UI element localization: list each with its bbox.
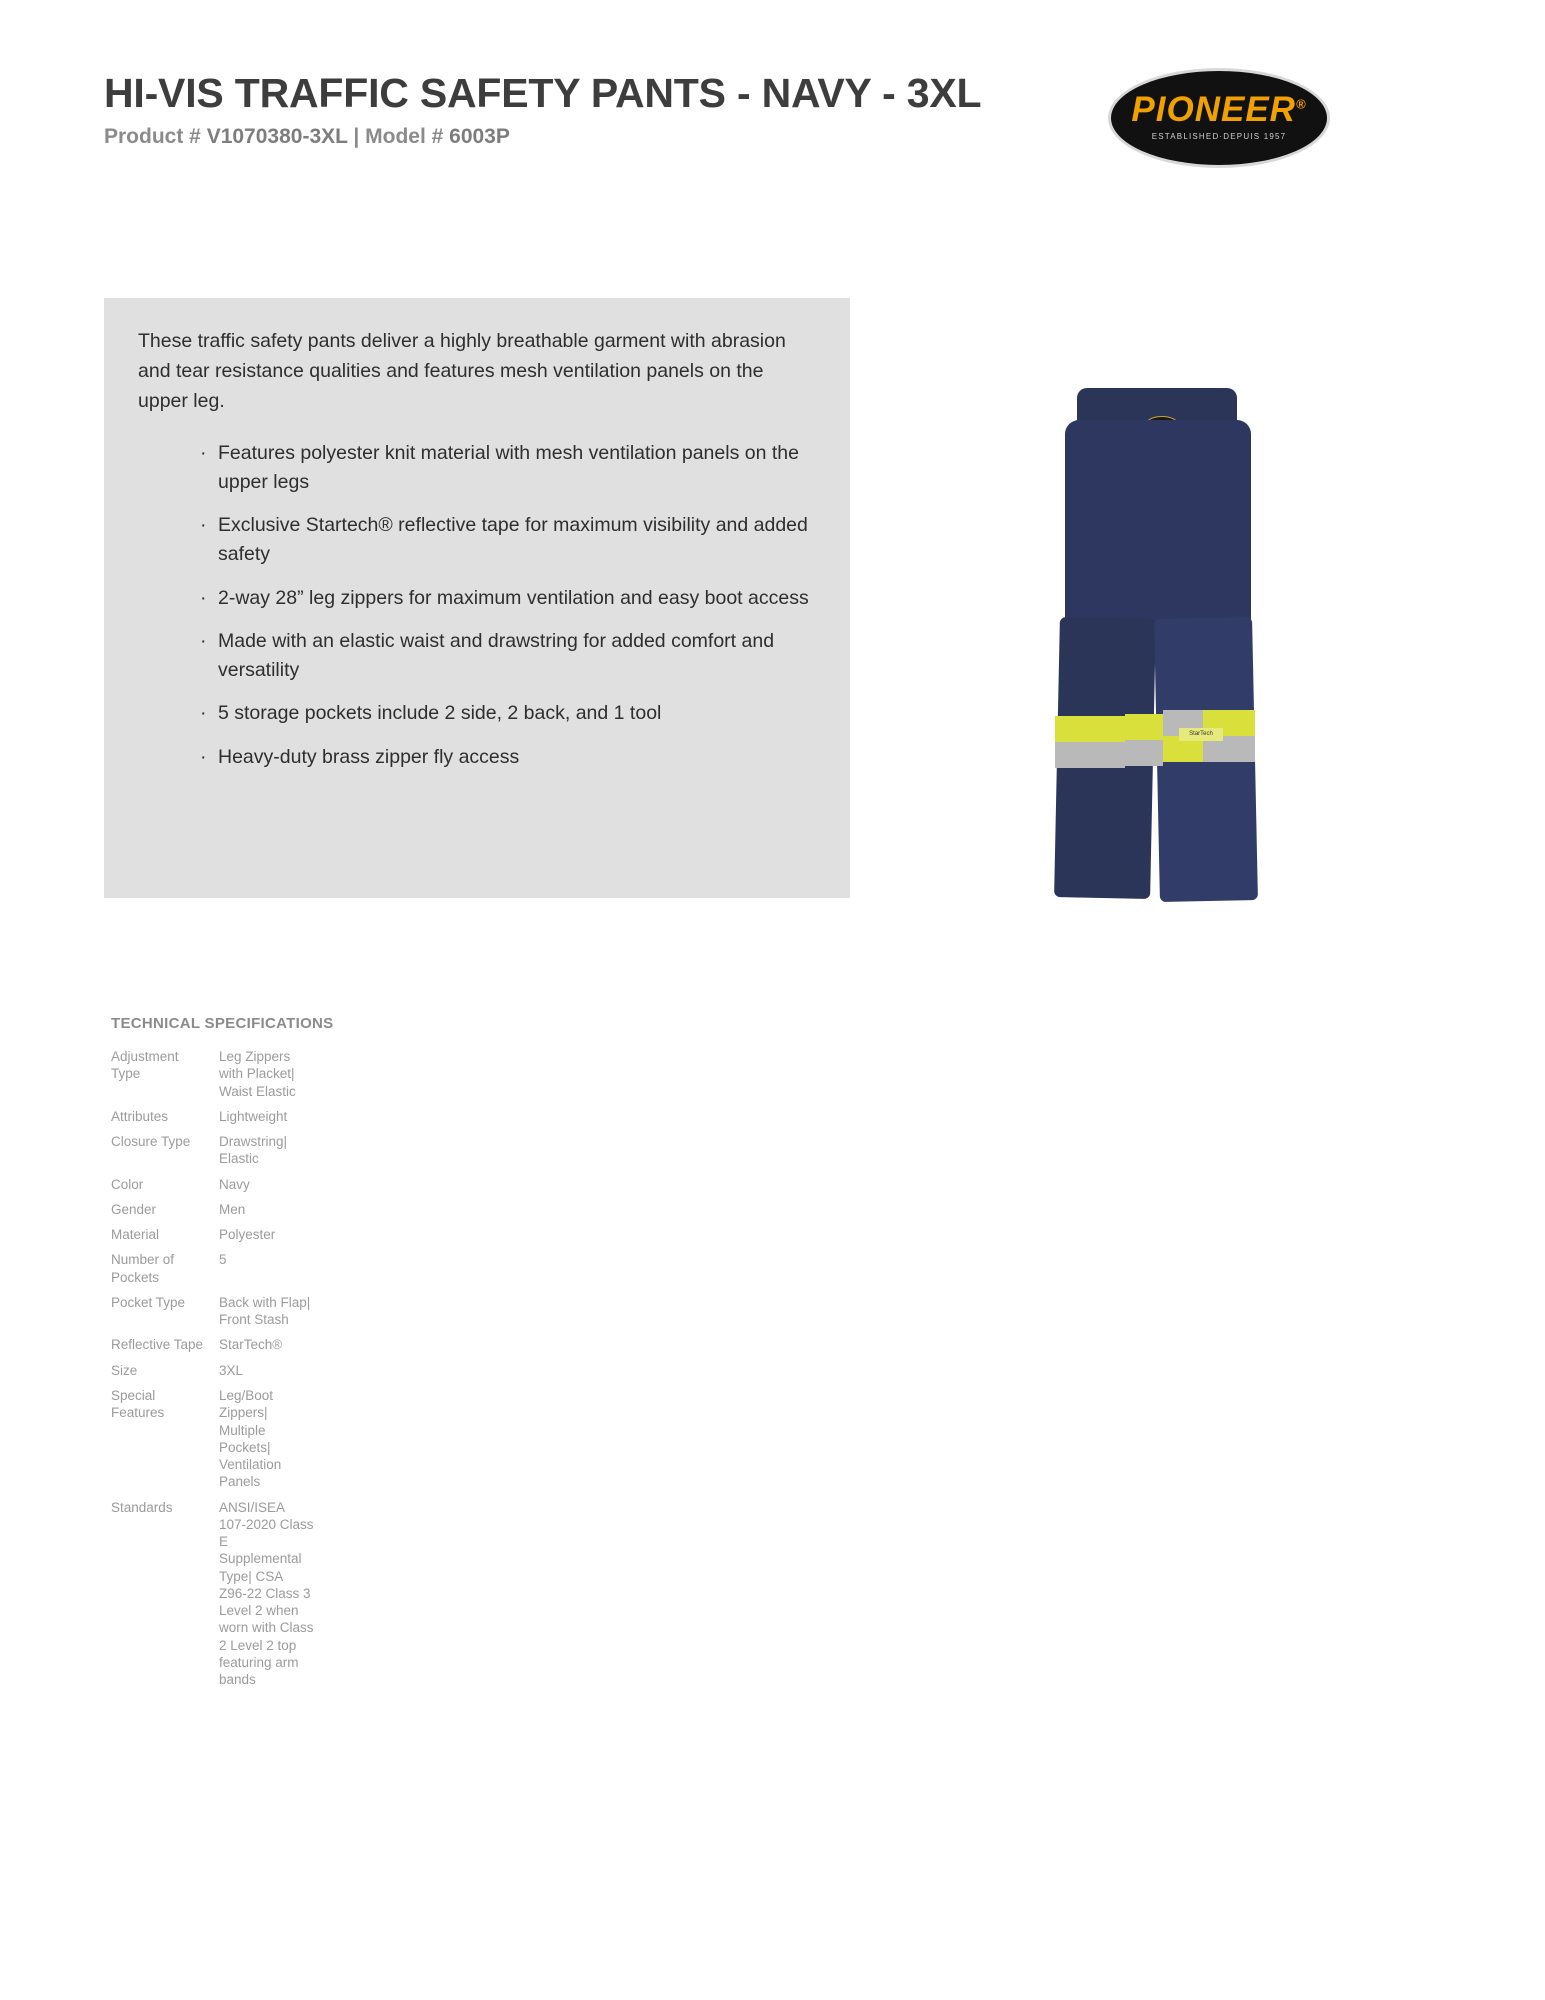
table-row bbox=[111, 1133, 531, 1168]
product-number-value: V1070380-3XL bbox=[206, 125, 348, 149]
spec-value: Men bbox=[219, 1201, 246, 1217]
spec-label: Gender bbox=[111, 1201, 157, 1217]
table-row bbox=[111, 1362, 531, 1379]
table-row bbox=[111, 1387, 531, 1491]
table-row bbox=[111, 1226, 531, 1243]
pants-illustration bbox=[1027, 368, 1287, 903]
spec-label: Standards bbox=[111, 1499, 173, 1515]
pioneer-logo bbox=[1108, 68, 1330, 168]
feature-text: 5 storage pockets include 2 side, 2 back, and 1 tool bbox=[218, 702, 662, 725]
logo-name: PIONEER bbox=[1131, 90, 1296, 129]
table-row bbox=[111, 1336, 531, 1353]
tech-specs-title: TECHNICAL SPECIFICATIONS bbox=[111, 1015, 334, 1032]
table-row bbox=[111, 1048, 531, 1100]
spec-value: 3XL bbox=[219, 1362, 244, 1378]
spec-value: Navy bbox=[219, 1176, 250, 1192]
feature-text: Made with an elastic waist and drawstring for added comfort and versatility bbox=[218, 629, 775, 682]
spec-value: Polyester bbox=[219, 1227, 276, 1243]
spec-value: Drawstring| Elastic bbox=[219, 1134, 288, 1167]
model-number-value: 6003P bbox=[449, 125, 510, 149]
bullet-icon: · bbox=[200, 441, 207, 464]
spec-label: Special Features bbox=[111, 1387, 165, 1421]
feature-text: 2-way 28” leg zippers for maximum ventilation and easy boot access bbox=[218, 586, 809, 609]
document-header bbox=[104, 70, 1164, 149]
product-image bbox=[871, 346, 1443, 922]
table-row bbox=[111, 1251, 531, 1286]
spec-value: Lightweight bbox=[219, 1108, 288, 1124]
description-intro: These traffic safety pants deliver a highly breathable garment with abrasion and tear resistance qualities and features mesh ventilation panels on the upper leg. bbox=[138, 330, 786, 413]
bullet-icon: · bbox=[200, 702, 207, 725]
tape-brand-label: StarTech bbox=[1179, 728, 1223, 741]
logo-registered-icon: ® bbox=[1295, 96, 1307, 112]
model-number-label: Model # bbox=[365, 125, 450, 149]
reflective-stripe-silver bbox=[1055, 742, 1125, 768]
spec-label: Adjustment Type bbox=[111, 1049, 179, 1082]
table-row bbox=[111, 1499, 531, 1689]
identifier-separator: | bbox=[347, 125, 366, 149]
table-row bbox=[111, 1176, 531, 1193]
list-item bbox=[138, 743, 816, 772]
spec-label: Size bbox=[111, 1362, 138, 1378]
table-row bbox=[111, 1294, 531, 1329]
logo-wordmark bbox=[1108, 90, 1330, 130]
spec-value: 5 bbox=[219, 1252, 227, 1268]
table-row bbox=[111, 1201, 531, 1218]
feature-text: Exclusive Startech® reflective tape for maximum visibility and added safety bbox=[218, 514, 808, 566]
spec-value: Leg/Boot Zippers| Multiple Pockets| Ventilation Panels bbox=[219, 1387, 282, 1490]
bullet-icon: · bbox=[200, 629, 207, 652]
technical-specifications bbox=[111, 1015, 531, 1697]
reflective-stripe-silver bbox=[1125, 740, 1163, 766]
spec-label: Color bbox=[111, 1176, 144, 1192]
spec-label: Closure Type bbox=[111, 1134, 191, 1150]
spec-value: Back with Flap| Front Stash bbox=[219, 1294, 311, 1328]
spec-value: Leg Zippers with Placket| Waist Elastic bbox=[219, 1049, 296, 1099]
bullet-icon: · bbox=[200, 514, 207, 537]
list-item bbox=[138, 699, 816, 728]
bullet-icon: · bbox=[200, 745, 207, 768]
spec-label: Number of Pockets bbox=[111, 1252, 175, 1285]
list-item bbox=[138, 584, 816, 613]
spec-label: Pocket Type bbox=[111, 1294, 186, 1310]
feature-text: Heavy-duty brass zipper fly access bbox=[218, 745, 520, 768]
list-item bbox=[138, 627, 816, 686]
bullet-icon: · bbox=[200, 586, 207, 609]
list-item bbox=[138, 511, 816, 570]
spec-label: Material bbox=[111, 1227, 160, 1243]
description-panel bbox=[104, 298, 850, 898]
feature-list bbox=[138, 439, 816, 772]
list-item bbox=[138, 439, 816, 498]
spec-label: Attributes bbox=[111, 1108, 169, 1124]
feature-text: Features polyester knit material with mesh ventilation panels on the upper legs bbox=[218, 441, 799, 493]
product-identifiers bbox=[104, 125, 1164, 149]
table-row bbox=[111, 1108, 531, 1125]
page-title: HI-VIS TRAFFIC SAFETY PANTS - NAVY - 3XL bbox=[104, 70, 982, 116]
pants-hip-section bbox=[1065, 420, 1251, 640]
spec-value: ANSI/ISEA 107-2020 Class E Supplemental Type| CSA Z96-22 Class 3 Level 2 when worn with Class 2 Level 2 top featuring arm bands bbox=[219, 1499, 314, 1688]
product-number-label: Product # bbox=[104, 125, 207, 149]
reflective-stripe-yellow bbox=[1055, 716, 1125, 742]
spec-label: Reflective Tape bbox=[111, 1337, 204, 1353]
reflective-stripe-yellow bbox=[1125, 714, 1163, 740]
spec-value: StarTech® bbox=[219, 1337, 283, 1353]
logo-tagline: ESTABLISHED·DEPUIS 1957 bbox=[1151, 132, 1287, 141]
